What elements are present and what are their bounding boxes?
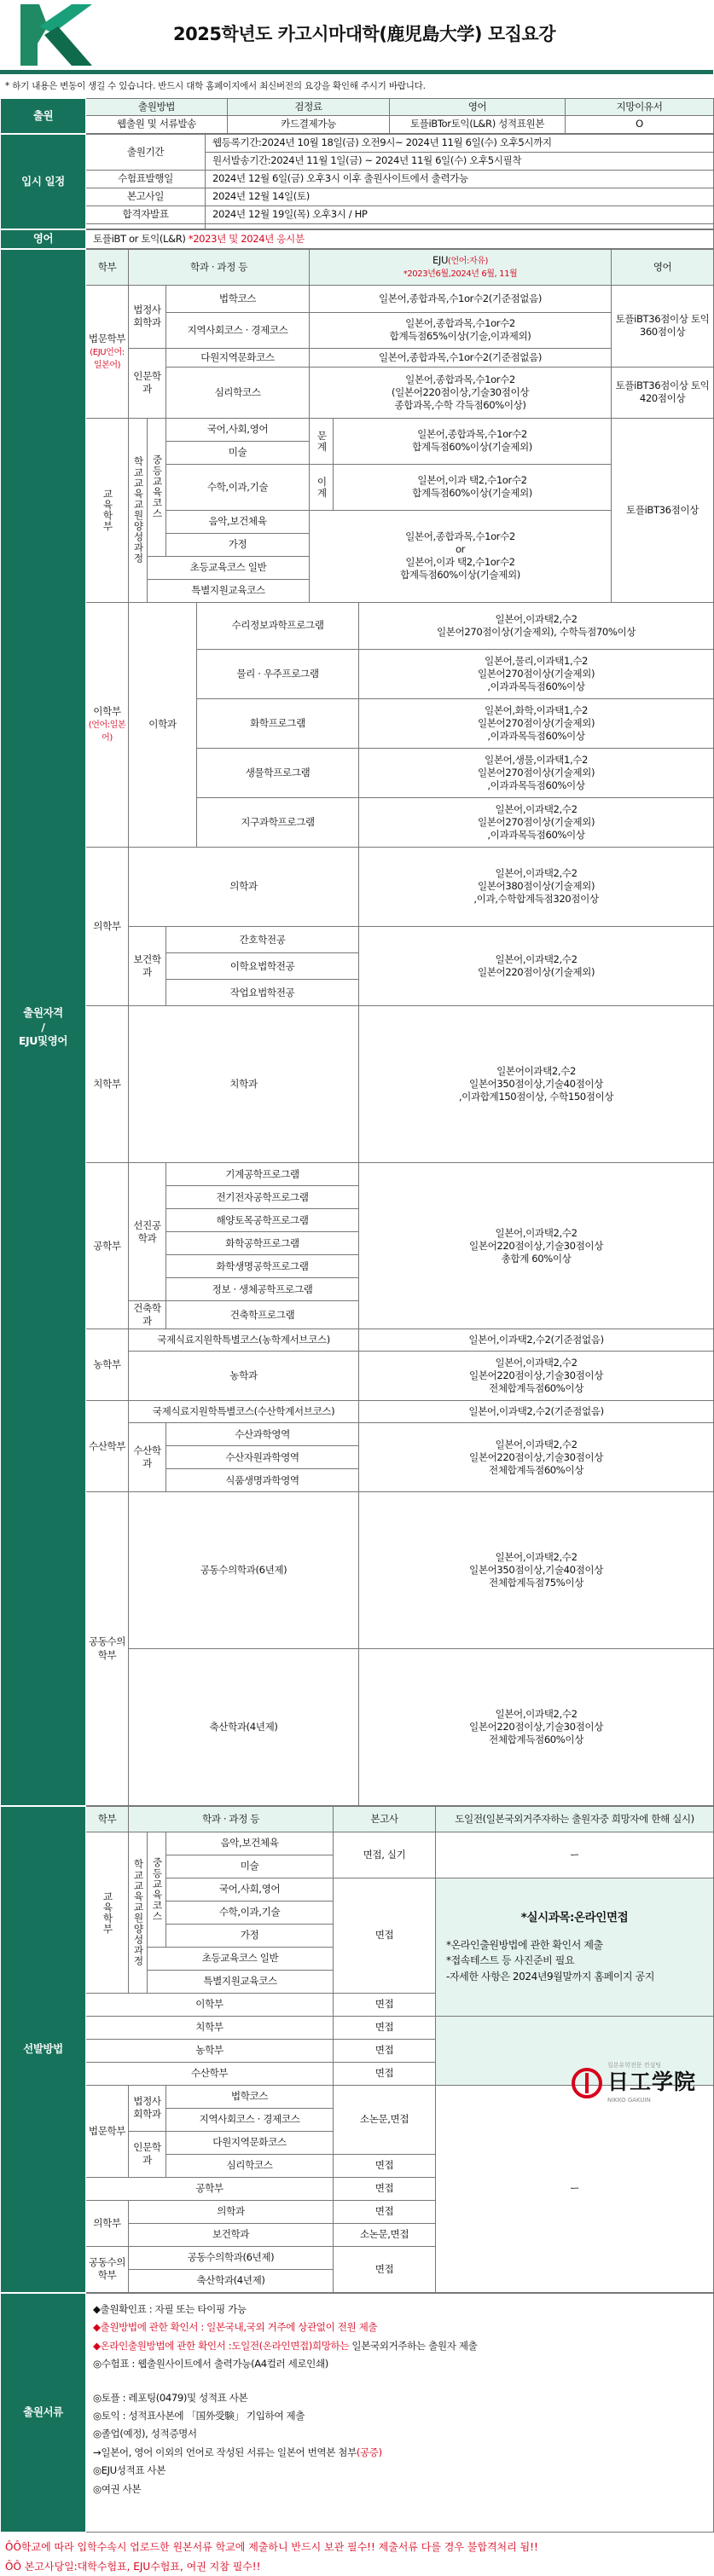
document-item: ◎여권 사본 [93, 2482, 142, 2495]
document-item: →일본어, 영어 이외의 언어로 작성된 서류는 일본어 번역본 첨부(공증) [93, 2446, 382, 2458]
k-logo-icon [19, 4, 92, 66]
online-interview-box: *실시과목:온라인면접 *온라인출원방법에 관한 확인서 제출 *접속테스트 등 사진준비 필요 -자세한 사항은 2024년9월말까지 홈페이지 공지 [436, 1878, 714, 2016]
document-item: ◎토익 : 성적표사본에 「国外受験」 기입하여 제출 [93, 2409, 305, 2422]
section-label: 출원자격 / EJU및영어 [1, 249, 86, 1805]
brand-logo: 일본유학전문 컨설팅 日工学院 NIKKO GAKUIN [572, 2062, 696, 2104]
section-label: 선발방법 [1, 1806, 86, 2292]
section-label: 출원 [1, 98, 86, 133]
section-label: 입시 일정 [1, 134, 86, 229]
header [0, 0, 713, 70]
document-item: ◎졸업(예정), 성적증명서 [93, 2428, 197, 2440]
document-item: ◎수험표 : 웹출원사이트에서 출력가능(A4컬러 세로인쇄) [93, 2358, 328, 2370]
section-label: 출원서류 [1, 2293, 86, 2532]
document-item: ◆출원확인표 : 자필 또는 타이핑 가능 [93, 2302, 247, 2315]
section-label: 영어 [1, 229, 86, 248]
brand-circle-icon [572, 2068, 602, 2098]
selection-table: 선발방법 학부 학과 · 과정 등 본고사 도일전(일본국외거주자하는 출원자중 희망자에 한해 실시) 교육학부 학교교육교원양성과정 중등교육코스 음악,보건체육 면접, 실기 ー 미술 국어,사회,영어 면접 *실시과목:온라인면접 *온라인출원방법에 관한 확인서 제출 *접속테스트 등 사진준비 필요 -자세한 사항은 2024년9월말까지 홈페이지 공지 수학,이과,기술 가정 초등교육코스 일반 특별지원교육코스 이학부 면접 치학부 면접 농학부 면접 수산학부 면접 법문학부 법정사회학과 법학코스 소논문,면접 ー 지역사회코스 · 경제코스 인문학과 다원지역문화코스 심리학코스 면접 공학부 면접 의학부 의학과 면접 보건학과 소논문,면접 공동수의학부 공동수의학과(6년제) 면접 축산학과(4년제) [0, 1806, 714, 2293]
document-item: ◎토플 : 레포팅(0479)및 성적표 사본 [93, 2391, 248, 2404]
document-item: ◆온라인출원방법에 관한 확인서 :도일전(온라인면접)희망하는 일본국외거주하는 출원자 제출 [93, 2339, 478, 2352]
document-item: ◆출원방법에 관한 확인서 : 일본국내,국외 거주에 상관없이 전원 제출 [93, 2321, 378, 2334]
document-item: ◎EJU성적표 사본 [93, 2464, 166, 2477]
schedule-table: 입시 일정 출원기간 웹등록기간:2024년 10월 18일(금) 오전9시~ 2024년 11월 6일(수) 오후5시까지 원서발송기간:2024년 11월 1일(금) ~ 2024년 11월 6일(수) 오후5시필착 수험표발행일 2024년 12월 6일(금) 오후3시 이후 출원사이트에서 출력가능 본고사일 2024년 12월 14일(토) 합격자발표 2024년 12월 19일(목) 오후3시 / HP [0, 134, 714, 229]
document-item [93, 2374, 711, 2389]
documents-table [0, 2293, 714, 2533]
qualification-table: 출원자격 / EJU및영어 학부 학과 · 과정 등 EJU(언어:자유) *2023년6월,2024년 6월, 11월 영어 법문학부 (EJU언어:일본어) 법정사회학과 법학코스 일본어,종합과목,수1or수2(기준점없음) 토플iBT36점이상 토익 360점이상 지역사회코스 · 경제코스 일본어,종합과목,수1or수2 합계득점65%이상(기술,이과제외) 인문학과 다원지역문화코스 일본어,종합과목,수1or수2(기준점없음) 심리학코스 일본어,종합과목,수1or수2 (일본어220점이상,기술30점이상 종합과목,수학 각득점60%이상) 토플iBT36점이상 토익 420점이상 교육학부 학교교육교원양성과정 중등교육코스 국어,사회,영어 문계 일본어,종합과목,수1or수2 합계득점60%이상(기술제외) 토플iBT36점이상 미술 수학,이과,기술 이계 일본어,이과 택2,수1or수2 합계득점60%이상(기술제외) 음악,보건체육 일본어,종합과목,수1or수2 or 일본어,이과 택2,수1or수2 합계득점60%이상(기술제외) 가정 초등교육코스 일반 특별지원교육코스 이학부 (언어:일본어) 이학과 수리정보과학프로그램 일본어,이과택2,수2 일본어270점이상(기술제외), 수학득점70%이상 물리 · 우주프로그램 일본어,물리,이과택1,수2 일본어270점이상(기술제외) ,이과과목득점60%이상 화학프로그램 일본어,화학,이과택1,수2 일본어270점이상(기술제외) ,이과과목득점60%이상 생물학프로그램 일본어,생물,이과택1,수2 일본어270점이상(기술제외) ,이과과목득점60%이상 지구과학프로그램 일본어,이과택2,수2 일본어270점이상(기술제외) ,이과과목득점60%이상 의학부 의학과 일본어,이과택2,수2 일본어380점이상(기술제외) ,이과,수학합계득점320점이상 보건학과 간호학전공 일본어,이과택2,수2 일본어220점이상(기술제외) 이학요법학전공 작업요법학전공 치학부 치학과 일본어이과택2,수2 일본어350점이상,기술40점이상 ,이과합계150점이상, 수학150점이상 공학부 선진공학과 기계공학프로그램 일본어,이과택2,수2 일본어220점이상,기술30점이상 총합계 60%이상 전기전자공학프로그램 해양토목공학프로그램 화학공학프로그램 화학생명공학프로그램 정보 · 생체공학프로그램 건축학과 건축학프로그램 농학부 국제식료지원학특별코스(농학계서브코스) 일본어,이과택2,수2(기준점없음) 농학과 일본어,이과택2,수2 일본어220점이상,기술30점이상 전체합계득점60%이상 수산학부 국제식료지원학특별코스(수산학계서브코스) 일본어,이과택2,수2(기준점없음) 수산학과 수산과학영역 일본어,이과택2,수2 일본어220점이상,기술30점이상 전체합계득점60%이상 수산자원과학영역 식품생명과학영역 공동수의학부 공동수의학과(6년제) 일본어,이과택2,수2 일본어350점이상,기술40점이상 전체합계득점75%이상 축산학과(4년제) 일본어,이과택2,수2 일본어220점이상,기술30점이상 전체합계득점60%이상 [0, 249, 714, 1806]
documents-list [86, 2293, 714, 2532]
apply-table: 출원 출원방법 검정료 영어 지망이유서 웹출원 및 서류발송 카드결제가능 토플iBTor토익(L&R) 성적표원본 O [0, 98, 714, 134]
notice: * 하기 내용은 변동이 생길 수 있습니다. 반드시 대학 홈페이지에서 최신버전의 요강을 확인해 주시기 바랍니다. [5, 81, 426, 91]
page-title: 2025학년도 카고시마대학(鹿児島大学) 모집요강 [173, 24, 555, 45]
english-table: 영어 토플iBT or 토익(L&R) *2023년 및 2024년 응시분 [0, 229, 714, 249]
footer: ÔÔ학교에 따라 입학수속시 업로드한 원본서류 학교에 제출하니 반드시 보관 필수!! 제출서류 다를 경우 불합격처리 됨!! ÔÔ 본고사당일:대학수험표, EJU수험표, 여권 지참 필수!! [5, 2540, 538, 2573]
